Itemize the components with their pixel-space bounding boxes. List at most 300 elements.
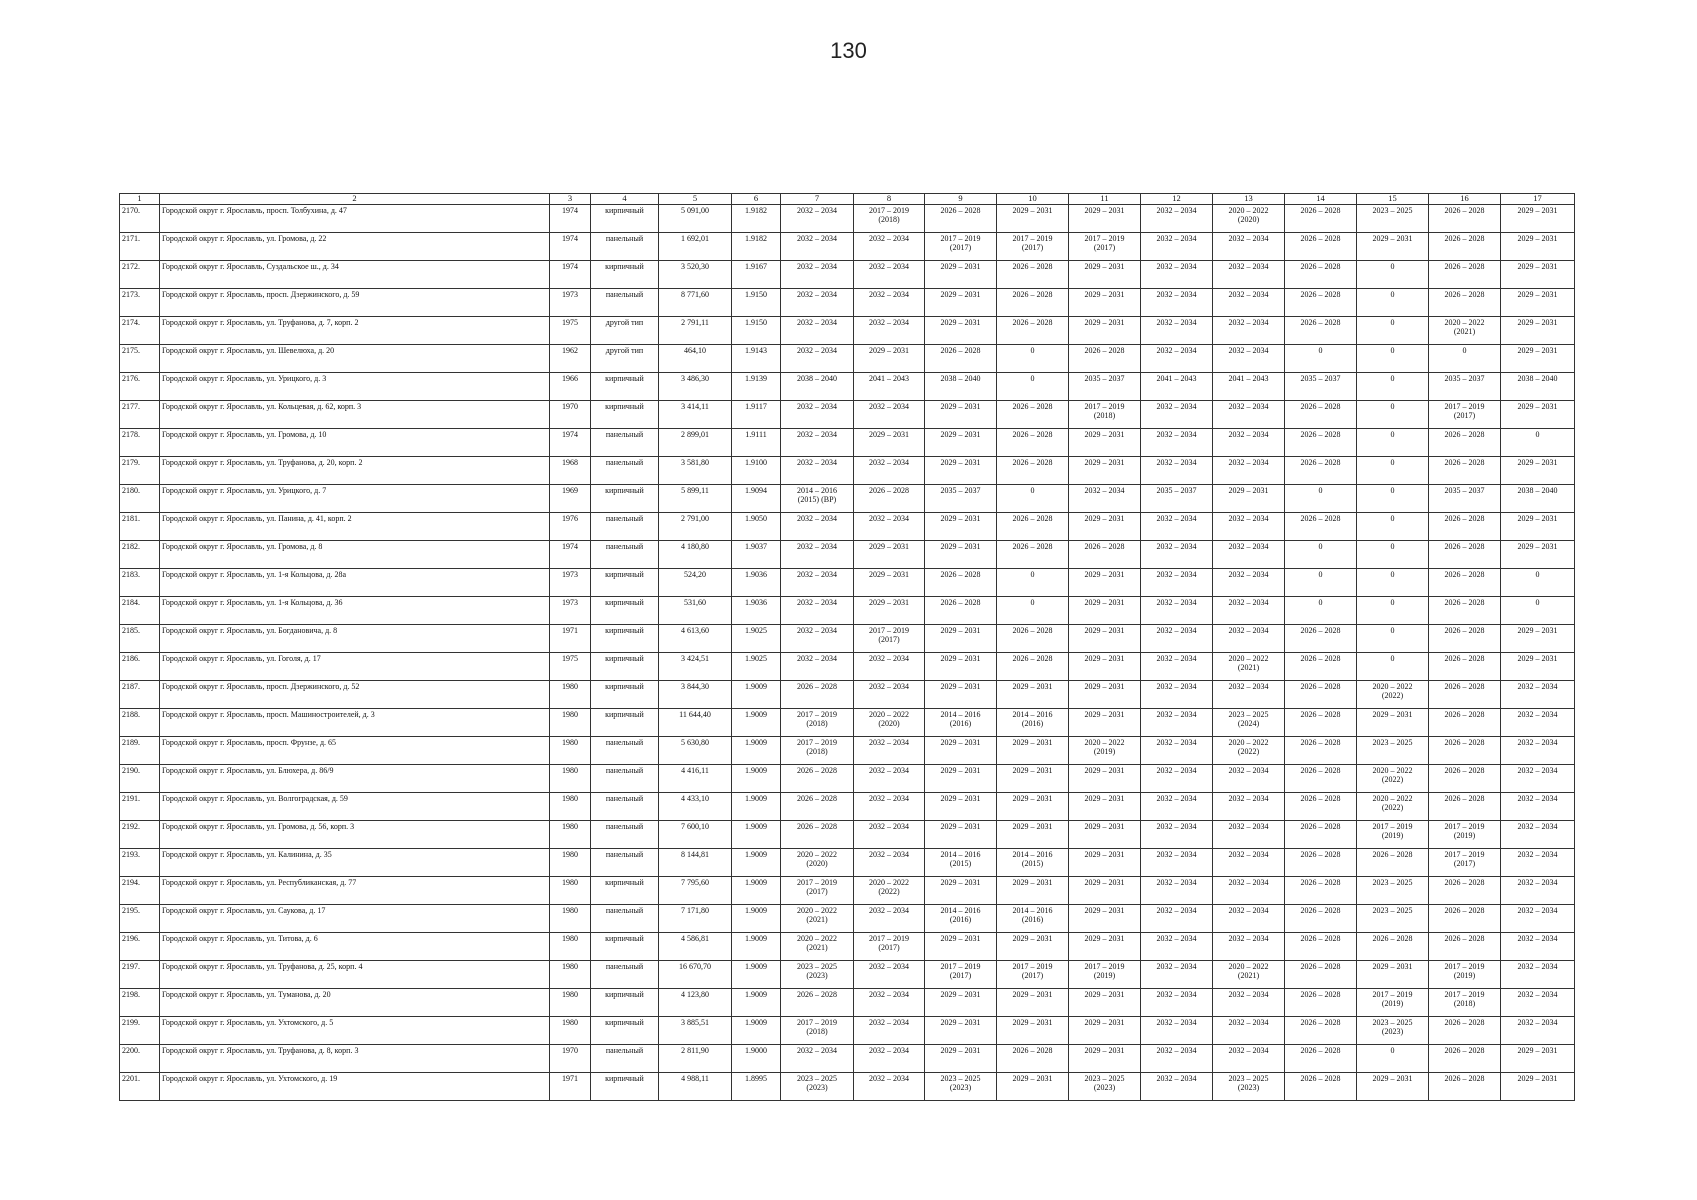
cell-col-8: 2032 – 2034: [854, 400, 925, 428]
cell-col-1: 2195.: [120, 904, 160, 932]
cell-col-6: 1.9182: [732, 204, 781, 232]
cell-col-9: 2029 – 2031: [925, 540, 997, 568]
cell-col-16: 2026 – 2028: [1429, 736, 1501, 764]
cell-col-10: 2026 – 2028: [997, 512, 1069, 540]
cell-col-6: 1.9143: [732, 344, 781, 372]
cell-col-6: 1.9111: [732, 428, 781, 456]
cell-col-5: 8 771,60: [659, 288, 732, 316]
cell-col-2: Городской округ г. Ярославль, ул. Блюхера, д. 86/9: [160, 764, 550, 792]
table-row: [120, 596, 1575, 624]
cell-col-11: 2029 – 2031: [1069, 316, 1141, 344]
cell-col-5: 7 171,80: [659, 904, 732, 932]
cell-col-17: 2029 – 2031: [1501, 540, 1575, 568]
column-header-10: 10: [997, 194, 1069, 205]
cell-col-10: 2029 – 2031: [997, 204, 1069, 232]
cell-col-5: 3 581,80: [659, 456, 732, 484]
cell-col-14: 0: [1285, 568, 1357, 596]
cell-col-3: 1969: [550, 484, 591, 512]
cell-col-2: Городской округ г. Ярославль, ул. Труфанова, д. 20, корп. 2: [160, 456, 550, 484]
cell-col-17: 2038 – 2040: [1501, 372, 1575, 400]
cell-col-15: 2020 – 2022 (2022): [1357, 680, 1429, 708]
cell-col-5: 2 899,01: [659, 428, 732, 456]
cell-col-15: 2026 – 2028: [1357, 932, 1429, 960]
cell-col-9: 2029 – 2031: [925, 680, 997, 708]
cell-col-11: 2029 – 2031: [1069, 708, 1141, 736]
cell-col-6: 1.9009: [732, 848, 781, 876]
cell-col-2: Городской округ г. Ярославль, ул. Шевелюха, д. 20: [160, 344, 550, 372]
cell-col-2: Городской округ г. Ярославль, ул. 1-я Кольцова, д. 28а: [160, 568, 550, 596]
cell-col-4: кирпичный: [591, 988, 659, 1016]
cell-col-10: 2029 – 2031: [997, 764, 1069, 792]
cell-col-3: 1980: [550, 820, 591, 848]
cell-col-14: 2026 – 2028: [1285, 932, 1357, 960]
cell-col-13: 2023 – 2025 (2023): [1213, 1072, 1285, 1100]
cell-col-14: 2026 – 2028: [1285, 260, 1357, 288]
cell-col-12: 2032 – 2034: [1141, 624, 1213, 652]
cell-col-8: 2032 – 2034: [854, 736, 925, 764]
cell-col-3: 1971: [550, 624, 591, 652]
cell-col-13: 2032 – 2034: [1213, 232, 1285, 260]
cell-col-5: 11 644,40: [659, 708, 732, 736]
cell-col-2: Городской округ г. Ярославль, Суздальское ш., д. 34: [160, 260, 550, 288]
cell-col-13: 2032 – 2034: [1213, 1044, 1285, 1072]
cell-col-13: 2032 – 2034: [1213, 260, 1285, 288]
cell-col-16: 2026 – 2028: [1429, 876, 1501, 904]
cell-col-14: 0: [1285, 540, 1357, 568]
cell-col-17: 2032 – 2034: [1501, 764, 1575, 792]
column-header-1: 1: [120, 194, 160, 205]
cell-col-2: Городской округ г. Ярославль, ул. Калинина, д. 35: [160, 848, 550, 876]
cell-col-5: 3 520,30: [659, 260, 732, 288]
cell-col-13: 2032 – 2034: [1213, 792, 1285, 820]
cell-col-17: 2029 – 2031: [1501, 204, 1575, 232]
cell-col-15: 2017 – 2019 (2019): [1357, 988, 1429, 1016]
cell-col-9: 2029 – 2031: [925, 400, 997, 428]
cell-col-4: кирпичный: [591, 680, 659, 708]
cell-col-5: 4 988,11: [659, 1072, 732, 1100]
cell-col-4: кирпичный: [591, 372, 659, 400]
cell-col-16: 2026 – 2028: [1429, 232, 1501, 260]
cell-col-8: 2020 – 2022 (2020): [854, 708, 925, 736]
cell-col-13: 2032 – 2034: [1213, 932, 1285, 960]
cell-col-3: 1962: [550, 344, 591, 372]
cell-col-14: 2026 – 2028: [1285, 1016, 1357, 1044]
cell-col-7: 2014 – 2016 (2015) (ВР): [781, 484, 854, 512]
cell-col-3: 1980: [550, 736, 591, 764]
cell-col-6: 1.9009: [732, 792, 781, 820]
cell-col-17: 2029 – 2031: [1501, 400, 1575, 428]
cell-col-8: 2032 – 2034: [854, 1016, 925, 1044]
cell-col-6: 1.9009: [732, 764, 781, 792]
cell-col-15: 2026 – 2028: [1357, 848, 1429, 876]
cell-col-7: 2017 – 2019 (2018): [781, 736, 854, 764]
cell-col-8: 2032 – 2034: [854, 316, 925, 344]
cell-col-13: 2032 – 2034: [1213, 876, 1285, 904]
cell-col-13: 2032 – 2034: [1213, 680, 1285, 708]
cell-col-6: 1.9025: [732, 624, 781, 652]
cell-col-17: 2032 – 2034: [1501, 848, 1575, 876]
cell-col-9: 2029 – 2031: [925, 736, 997, 764]
column-header-16: 16: [1429, 194, 1501, 205]
page-number: 130: [830, 38, 867, 63]
cell-col-9: 2029 – 2031: [925, 876, 997, 904]
cell-col-1: 2170.: [120, 204, 160, 232]
cell-col-11: 2029 – 2031: [1069, 764, 1141, 792]
cell-col-7: 2032 – 2034: [781, 232, 854, 260]
cell-col-10: 2026 – 2028: [997, 288, 1069, 316]
cell-col-1: 2180.: [120, 484, 160, 512]
cell-col-8: 2032 – 2034: [854, 260, 925, 288]
cell-col-13: 2032 – 2034: [1213, 848, 1285, 876]
cell-col-9: 2029 – 2031: [925, 316, 997, 344]
cell-col-13: 2032 – 2034: [1213, 596, 1285, 624]
cell-col-13: 2032 – 2034: [1213, 540, 1285, 568]
cell-col-10: 2029 – 2031: [997, 876, 1069, 904]
cell-col-8: 2032 – 2034: [854, 848, 925, 876]
cell-col-2: Городской округ г. Ярославль, ул. Труфанова, д. 25, корп. 4: [160, 960, 550, 988]
cell-col-12: 2032 – 2034: [1141, 932, 1213, 960]
cell-col-16: 2026 – 2028: [1429, 764, 1501, 792]
cell-col-5: 3 844,30: [659, 680, 732, 708]
cell-col-4: панельный: [591, 820, 659, 848]
cell-col-14: 0: [1285, 484, 1357, 512]
cell-col-16: 2026 – 2028: [1429, 708, 1501, 736]
cell-col-10: 2017 – 2019 (2017): [997, 960, 1069, 988]
cell-col-16: 2026 – 2028: [1429, 596, 1501, 624]
cell-col-6: 1.9150: [732, 316, 781, 344]
cell-col-12: 2032 – 2034: [1141, 764, 1213, 792]
cell-col-8: 2029 – 2031: [854, 540, 925, 568]
table-row: [120, 932, 1575, 960]
cell-col-1: 2190.: [120, 764, 160, 792]
cell-col-16: 0: [1429, 344, 1501, 372]
cell-col-10: 2026 – 2028: [997, 456, 1069, 484]
cell-col-2: Городской округ г. Ярославль, ул. Громова, д. 10: [160, 428, 550, 456]
cell-col-9: 2029 – 2031: [925, 1016, 997, 1044]
cell-col-10: 2017 – 2019 (2017): [997, 232, 1069, 260]
cell-col-8: 2029 – 2031: [854, 428, 925, 456]
cell-col-3: 1980: [550, 988, 591, 1016]
table-row: [120, 820, 1575, 848]
cell-col-5: 3 424,51: [659, 652, 732, 680]
cell-col-7: 2026 – 2028: [781, 988, 854, 1016]
cell-col-14: 2026 – 2028: [1285, 456, 1357, 484]
column-header-15: 15: [1357, 194, 1429, 205]
cell-col-17: 2029 – 2031: [1501, 232, 1575, 260]
cell-col-15: 0: [1357, 260, 1429, 288]
cell-col-7: 2017 – 2019 (2017): [781, 876, 854, 904]
cell-col-11: 2029 – 2031: [1069, 260, 1141, 288]
cell-col-1: 2179.: [120, 456, 160, 484]
cell-col-7: 2032 – 2034: [781, 344, 854, 372]
table-row: [120, 316, 1575, 344]
cell-col-10: 2029 – 2031: [997, 1016, 1069, 1044]
cell-col-11: 2029 – 2031: [1069, 428, 1141, 456]
cell-col-16: 2026 – 2028: [1429, 652, 1501, 680]
cell-col-11: 2029 – 2031: [1069, 1044, 1141, 1072]
cell-col-3: 1980: [550, 848, 591, 876]
cell-col-11: 2029 – 2031: [1069, 848, 1141, 876]
table-row: [120, 540, 1575, 568]
cell-col-5: 8 144,81: [659, 848, 732, 876]
cell-col-5: 4 180,80: [659, 540, 732, 568]
cell-col-12: 2032 – 2034: [1141, 456, 1213, 484]
cell-col-3: 1980: [550, 1016, 591, 1044]
table-body: [120, 204, 1575, 1100]
cell-col-16: 2035 – 2037: [1429, 372, 1501, 400]
cell-col-11: 2029 – 2031: [1069, 456, 1141, 484]
column-header-5: 5: [659, 194, 732, 205]
cell-col-15: 0: [1357, 372, 1429, 400]
cell-col-7: 2020 – 2022 (2021): [781, 904, 854, 932]
cell-col-6: 1.9009: [732, 708, 781, 736]
column-header-3: 3: [550, 194, 591, 205]
column-number-row: [120, 194, 1575, 205]
cell-col-3: 1974: [550, 204, 591, 232]
cell-col-16: 2026 – 2028: [1429, 512, 1501, 540]
cell-col-16: 2026 – 2028: [1429, 1072, 1501, 1100]
cell-col-2: Городской округ г. Ярославль, ул. Богдановича, д. 8: [160, 624, 550, 652]
cell-col-11: 2029 – 2031: [1069, 1016, 1141, 1044]
cell-col-10: 2026 – 2028: [997, 652, 1069, 680]
cell-col-15: 0: [1357, 540, 1429, 568]
table-row: [120, 512, 1575, 540]
cell-col-11: 2023 – 2025 (2023): [1069, 1072, 1141, 1100]
cell-col-3: 1980: [550, 932, 591, 960]
cell-col-3: 1980: [550, 792, 591, 820]
cell-col-12: 2035 – 2037: [1141, 484, 1213, 512]
cell-col-5: 2 811,90: [659, 1044, 732, 1072]
cell-col-6: 1.9100: [732, 456, 781, 484]
cell-col-8: 2029 – 2031: [854, 568, 925, 596]
cell-col-12: 2032 – 2034: [1141, 1016, 1213, 1044]
table-row: [120, 624, 1575, 652]
cell-col-15: 2029 – 2031: [1357, 708, 1429, 736]
cell-col-11: 2029 – 2031: [1069, 792, 1141, 820]
cell-col-3: 1974: [550, 260, 591, 288]
cell-col-11: 2017 – 2019 (2017): [1069, 232, 1141, 260]
cell-col-8: 2041 – 2043: [854, 372, 925, 400]
cell-col-13: 2032 – 2034: [1213, 456, 1285, 484]
cell-col-4: кирпичный: [591, 708, 659, 736]
cell-col-13: 2032 – 2034: [1213, 904, 1285, 932]
cell-col-8: 2032 – 2034: [854, 820, 925, 848]
cell-col-1: 2187.: [120, 680, 160, 708]
cell-col-6: 1.9037: [732, 540, 781, 568]
cell-col-13: 2032 – 2034: [1213, 400, 1285, 428]
cell-col-17: 2032 – 2034: [1501, 792, 1575, 820]
cell-col-12: 2032 – 2034: [1141, 204, 1213, 232]
cell-col-17: 2029 – 2031: [1501, 288, 1575, 316]
cell-col-16: 2035 – 2037: [1429, 484, 1501, 512]
cell-col-5: 5 091,00: [659, 204, 732, 232]
cell-col-6: 1.9000: [732, 1044, 781, 1072]
cell-col-9: 2029 – 2031: [925, 456, 997, 484]
cell-col-12: 2032 – 2034: [1141, 232, 1213, 260]
cell-col-9: 2026 – 2028: [925, 596, 997, 624]
cell-col-10: 2026 – 2028: [997, 428, 1069, 456]
cell-col-2: Городской округ г. Ярославль, ул. Ухтомского, д. 19: [160, 1072, 550, 1100]
cell-col-16: 2020 – 2022 (2021): [1429, 316, 1501, 344]
cell-col-12: 2032 – 2034: [1141, 288, 1213, 316]
cell-col-14: 2026 – 2028: [1285, 512, 1357, 540]
cell-col-12: 2032 – 2034: [1141, 960, 1213, 988]
cell-col-17: 2029 – 2031: [1501, 344, 1575, 372]
cell-col-14: 2026 – 2028: [1285, 708, 1357, 736]
cell-col-3: 1974: [550, 232, 591, 260]
cell-col-13: 2020 – 2022 (2020): [1213, 204, 1285, 232]
cell-col-16: 2026 – 2028: [1429, 904, 1501, 932]
cell-col-13: 2029 – 2031: [1213, 484, 1285, 512]
cell-col-15: 2029 – 2031: [1357, 960, 1429, 988]
cell-col-10: 2029 – 2031: [997, 1072, 1069, 1100]
cell-col-2: Городской округ г. Ярославль, ул. Труфанова, д. 8, корп. 3: [160, 1044, 550, 1072]
table-row: [120, 680, 1575, 708]
cell-col-9: 2029 – 2031: [925, 1044, 997, 1072]
cell-col-15: 2023 – 2025: [1357, 204, 1429, 232]
cell-col-11: 2029 – 2031: [1069, 652, 1141, 680]
cell-col-10: 2026 – 2028: [997, 624, 1069, 652]
cell-col-7: 2032 – 2034: [781, 568, 854, 596]
cell-col-8: 2032 – 2034: [854, 764, 925, 792]
cell-col-4: панельный: [591, 232, 659, 260]
cell-col-5: 4 613,60: [659, 624, 732, 652]
cell-col-13: 2032 – 2034: [1213, 428, 1285, 456]
cell-col-16: 2017 – 2019 (2019): [1429, 820, 1501, 848]
cell-col-2: Городской округ г. Ярославль, ул. Ухтомского, д. 5: [160, 1016, 550, 1044]
cell-col-2: Городской округ г. Ярославль, просп. Фрунзе, д. 65: [160, 736, 550, 764]
cell-col-15: 0: [1357, 288, 1429, 316]
cell-col-3: 1980: [550, 876, 591, 904]
table-row: [120, 484, 1575, 512]
cell-col-10: 2026 – 2028: [997, 1044, 1069, 1072]
cell-col-10: 0: [997, 372, 1069, 400]
cell-col-1: 2188.: [120, 708, 160, 736]
cell-col-13: 2032 – 2034: [1213, 764, 1285, 792]
cell-col-7: 2032 – 2034: [781, 428, 854, 456]
cell-col-12: 2032 – 2034: [1141, 820, 1213, 848]
cell-col-10: 2026 – 2028: [997, 260, 1069, 288]
cell-col-1: 2183.: [120, 568, 160, 596]
cell-col-2: Городской округ г. Ярославль, ул. Волгоградская, д. 59: [160, 792, 550, 820]
cell-col-7: 2023 – 2025 (2023): [781, 960, 854, 988]
cell-col-17: 2032 – 2034: [1501, 736, 1575, 764]
cell-col-4: кирпичный: [591, 932, 659, 960]
cell-col-17: 2032 – 2034: [1501, 680, 1575, 708]
cell-col-5: 1 692,01: [659, 232, 732, 260]
cell-col-7: 2032 – 2034: [781, 204, 854, 232]
cell-col-6: 1.9009: [732, 904, 781, 932]
cell-col-12: 2032 – 2034: [1141, 428, 1213, 456]
column-header-7: 7: [781, 194, 854, 205]
cell-col-11: 2029 – 2031: [1069, 624, 1141, 652]
cell-col-16: 2017 – 2019 (2017): [1429, 400, 1501, 428]
cell-col-1: 2181.: [120, 512, 160, 540]
cell-col-15: 0: [1357, 316, 1429, 344]
cell-col-15: 0: [1357, 596, 1429, 624]
cell-col-2: Городской округ г. Ярославль, ул. Панина, д. 41, корп. 2: [160, 512, 550, 540]
cell-col-3: 1976: [550, 512, 591, 540]
table-row: [120, 568, 1575, 596]
cell-col-1: 2199.: [120, 1016, 160, 1044]
cell-col-13: 2032 – 2034: [1213, 512, 1285, 540]
cell-col-6: 1.9117: [732, 400, 781, 428]
cell-col-7: 2017 – 2019 (2018): [781, 708, 854, 736]
cell-col-16: 2017 – 2019 (2018): [1429, 988, 1501, 1016]
cell-col-16: 2017 – 2019 (2017): [1429, 848, 1501, 876]
table-row: [120, 1016, 1575, 1044]
cell-col-9: 2038 – 2040: [925, 372, 997, 400]
cell-col-1: 2173.: [120, 288, 160, 316]
cell-col-13: 2032 – 2034: [1213, 820, 1285, 848]
cell-col-12: 2032 – 2034: [1141, 568, 1213, 596]
cell-col-5: 3 414,11: [659, 400, 732, 428]
cell-col-4: кирпичный: [591, 260, 659, 288]
cell-col-3: 1980: [550, 764, 591, 792]
cell-col-3: 1973: [550, 568, 591, 596]
cell-col-13: 2032 – 2034: [1213, 316, 1285, 344]
cell-col-11: 2029 – 2031: [1069, 596, 1141, 624]
cell-col-15: 0: [1357, 568, 1429, 596]
cell-col-15: 0: [1357, 428, 1429, 456]
cell-col-8: 2017 – 2019 (2017): [854, 624, 925, 652]
cell-col-9: 2017 – 2019 (2017): [925, 960, 997, 988]
cell-col-17: 2032 – 2034: [1501, 1016, 1575, 1044]
cell-col-14: 2026 – 2028: [1285, 988, 1357, 1016]
cell-col-5: 5 630,80: [659, 736, 732, 764]
cell-col-5: 4 433,10: [659, 792, 732, 820]
cell-col-7: 2032 – 2034: [781, 1044, 854, 1072]
cell-col-16: 2026 – 2028: [1429, 792, 1501, 820]
cell-col-12: 2032 – 2034: [1141, 904, 1213, 932]
cell-col-8: 2032 – 2034: [854, 288, 925, 316]
cell-col-6: 1.9050: [732, 512, 781, 540]
table-row: [120, 904, 1575, 932]
cell-col-2: Городской округ г. Ярославль, просп. Толбухина, д. 47: [160, 204, 550, 232]
cell-col-11: 2029 – 2031: [1069, 820, 1141, 848]
cell-col-6: 1.9139: [732, 372, 781, 400]
cell-col-11: 2029 – 2031: [1069, 932, 1141, 960]
cell-col-5: 2 791,11: [659, 316, 732, 344]
cell-col-12: 2032 – 2034: [1141, 652, 1213, 680]
table-row: [120, 400, 1575, 428]
cell-col-13: 2020 – 2022 (2021): [1213, 960, 1285, 988]
cell-col-9: 2014 – 2016 (2015): [925, 848, 997, 876]
cell-col-15: 0: [1357, 652, 1429, 680]
cell-col-8: 2032 – 2034: [854, 456, 925, 484]
cell-col-11: 2029 – 2031: [1069, 680, 1141, 708]
cell-col-2: Городской округ г. Ярославль, ул. Громова, д. 22: [160, 232, 550, 260]
cell-col-2: Городской округ г. Ярославль, ул. Гоголя, д. 17: [160, 652, 550, 680]
cell-col-17: 2029 – 2031: [1501, 624, 1575, 652]
cell-col-12: 2032 – 2034: [1141, 1044, 1213, 1072]
table-row: [120, 792, 1575, 820]
cell-col-9: 2023 – 2025 (2023): [925, 1072, 997, 1100]
table-row: [120, 988, 1575, 1016]
cell-col-17: 0: [1501, 596, 1575, 624]
cell-col-6: 1.9025: [732, 652, 781, 680]
column-header-12: 12: [1141, 194, 1213, 205]
cell-col-1: 2196.: [120, 932, 160, 960]
cell-col-10: 2029 – 2031: [997, 988, 1069, 1016]
cell-col-16: 2026 – 2028: [1429, 1016, 1501, 1044]
cell-col-3: 1966: [550, 372, 591, 400]
cell-col-7: 2023 – 2025 (2023): [781, 1072, 854, 1100]
cell-col-16: 2026 – 2028: [1429, 288, 1501, 316]
cell-col-12: 2032 – 2034: [1141, 736, 1213, 764]
cell-col-14: 2026 – 2028: [1285, 764, 1357, 792]
cell-col-17: 2032 – 2034: [1501, 960, 1575, 988]
